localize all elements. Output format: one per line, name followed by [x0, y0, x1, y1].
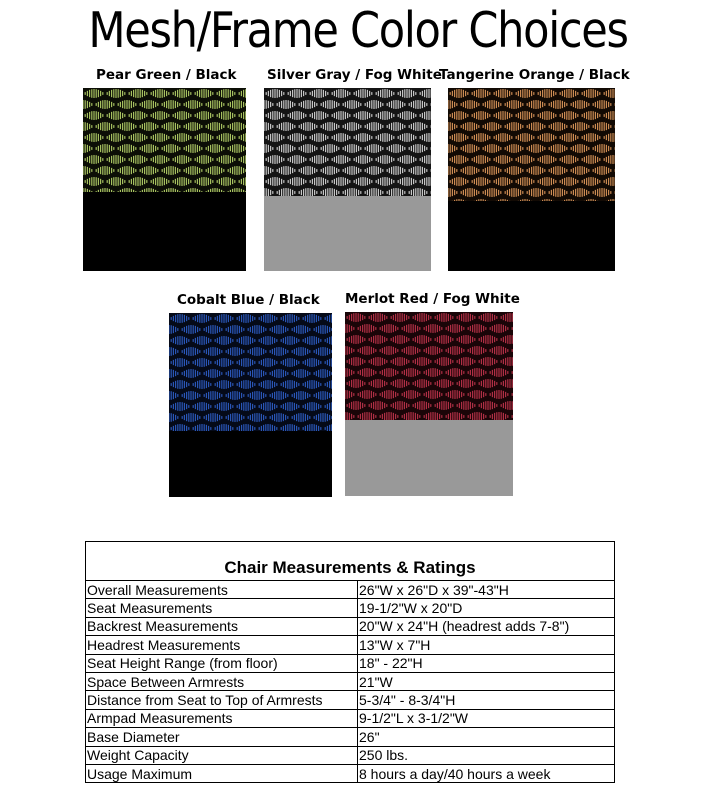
measurement-value: 19-1/2"W x 20"D — [358, 599, 615, 617]
measurement-label: Distance from Seat to Top of Armrests — [86, 691, 358, 709]
table-heading: Chair Measurements & Ratings — [224, 558, 476, 577]
table-row — [86, 617, 614, 635]
table-row — [86, 654, 614, 672]
frame-sample — [448, 201, 615, 271]
mesh-sample — [83, 88, 246, 192]
measurements-rows — [86, 580, 614, 782]
measurement-label: Base Diameter — [86, 728, 358, 746]
measurement-label: Backrest Measurements — [86, 617, 358, 635]
frame-sample — [264, 196, 431, 271]
table-row — [86, 581, 614, 599]
table-row — [86, 764, 614, 782]
measurement-value: 18" - 22"H — [358, 654, 615, 672]
mesh-sample — [345, 312, 513, 420]
measurement-label: Usage Maximum — [86, 764, 358, 782]
measurement-label: Seat Measurements — [86, 599, 358, 617]
measurement-value: 26"W x 26"D x 39"-43"H — [358, 581, 615, 599]
measurement-label: Headrest Measurements — [86, 636, 358, 654]
swatch-label-pear-green: Pear Green / Black — [96, 67, 237, 83]
swatch-label-tangerine-orange: Tangerine Orange / Black — [439, 67, 630, 83]
measurement-value: 250 lbs. — [358, 746, 615, 764]
measurement-label: Armpad Measurements — [86, 709, 358, 727]
swatch-tangerine-orange[interactable] — [448, 88, 615, 271]
frame-sample — [83, 192, 246, 271]
measurement-value: 20"W x 24"H (headrest adds 7-8") — [358, 617, 615, 635]
mesh-sample — [264, 88, 431, 196]
measurement-label: Overall Measurements — [86, 581, 358, 599]
measurement-value: 21"W — [358, 672, 615, 690]
measurement-value: 26" — [358, 728, 615, 746]
swatch-merlot-red[interactable] — [345, 312, 513, 496]
measurement-label: Weight Capacity — [86, 746, 358, 764]
table-row — [86, 599, 614, 617]
table-row — [86, 691, 614, 709]
swatch-pear-green[interactable] — [83, 88, 246, 271]
measurement-value: 8 hours a day/40 hours a week — [358, 764, 615, 782]
swatch-label-cobalt-blue: Cobalt Blue / Black — [177, 292, 320, 308]
table-row — [86, 672, 614, 690]
table-row — [86, 709, 614, 727]
table-row — [86, 728, 614, 746]
measurement-label: Seat Height Range (from floor) — [86, 654, 358, 672]
measurement-value: 5-3/4" - 8-3/4"H — [358, 691, 615, 709]
swatch-label-merlot-red: Merlot Red / Fog White — [345, 291, 520, 307]
table-row — [86, 746, 614, 764]
swatch-cobalt-blue[interactable] — [169, 313, 332, 497]
measurement-label: Space Between Armrests — [86, 672, 358, 690]
frame-sample — [345, 420, 513, 496]
page-title: Mesh/Frame Color Choices — [88, 2, 628, 59]
frame-sample — [169, 431, 332, 497]
mesh-sample — [448, 88, 615, 201]
mesh-sample — [169, 313, 332, 431]
chair-measurements-table — [85, 541, 615, 783]
table-row — [86, 636, 614, 654]
measurement-value: 13"W x 7"H — [358, 636, 615, 654]
swatch-label-silver-gray: Silver Gray / Fog White — [267, 67, 442, 83]
swatch-silver-gray[interactable] — [264, 88, 431, 271]
measurement-value: 9-1/2"L x 3-1/2"W — [358, 709, 615, 727]
